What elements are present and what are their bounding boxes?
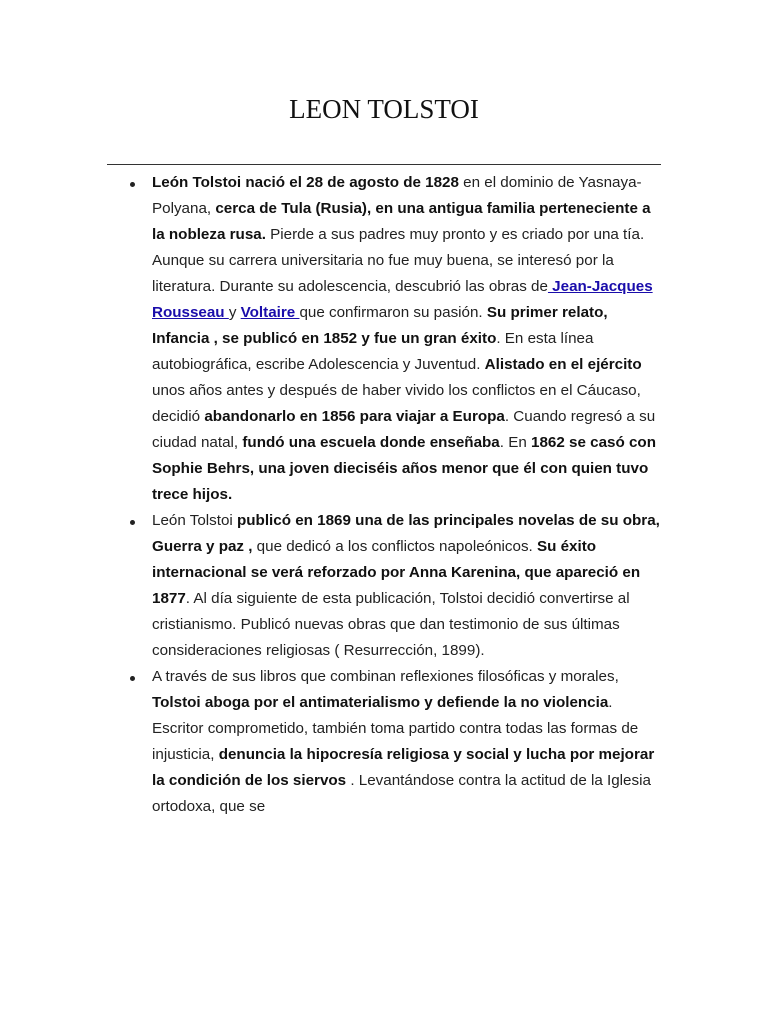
bold-text: 1862 se casó con Sophie Behrs, una joven dieciséis años menor que él con quien tuvo trece hijos. — [152, 434, 656, 503]
text: . Cuando regresó a su ciudad natal, — [152, 408, 656, 451]
list-item — [152, 170, 664, 508]
bold-text: Alistado en el ejército — [484, 356, 642, 373]
text: en el dominio de Yasnaya-Polyana, — [152, 174, 642, 217]
bullet-list — [152, 170, 664, 820]
bold-text: abandonarlo en 1856 para viajar a Europa — [204, 408, 505, 425]
text: Pierde a sus padres muy pronto y es criado por una tía. Aunque su carrera universitaria no fue muy buena, se interesó por la literatura. Durante su adolescencia, descubrió las obras de — [152, 226, 645, 295]
text: que dedicó a los conflictos napoleónicos. — [252, 538, 537, 555]
link[interactable]: Jean-Jacques Rousseau — [152, 278, 653, 321]
text: . En — [499, 434, 532, 451]
text: . Escritor comprometido, también toma partido contra todas las formas de injusticia, — [152, 694, 639, 763]
bold-text: fundó una escuela donde enseñaba — [242, 434, 500, 451]
text: y — [228, 304, 241, 321]
text: que confirmaron su pasión. — [299, 304, 487, 321]
text: León Tolstoi — [152, 512, 237, 529]
bold-text: denuncia la hipocresía religiosa y social y lucha por mejorar la condición de los siervos — [152, 746, 655, 789]
text: . En esta línea autobiográfica, escribe Adolescencia y Juventud. — [152, 330, 594, 373]
bold-text: cerca de Tula (Rusia), en una antigua familia perteneciente a la nobleza rusa. — [152, 200, 651, 243]
bold-text: León Tolstoi nació el 28 de agosto de 1828 — [152, 174, 459, 191]
divider — [107, 164, 661, 165]
text: . Al día siguiente de esta publicación, Tolstoi decidió convertirse al cristianismo. Publicó nuevas obras que dan testimonio de sus últimas consideraciones religiosas ( Resurrección, 1899). — [152, 590, 630, 659]
bold-text: Su éxito internacional se verá reforzado por Anna Karenina, que apareció en 1877 — [152, 538, 641, 607]
text: . Levantándose contra la actitud de la Iglesia ortodoxa, que se — [152, 772, 651, 815]
link[interactable]: Voltaire — [240, 304, 300, 321]
bold-text: publicó en 1869 una de las principales novelas de su obra, Guerra y paz , — [152, 512, 660, 555]
text: unos años antes y después de haber vivido los conflictos en el Cáucaso, decidió — [152, 382, 641, 425]
bold-text: Tolstoi aboga por el antimaterialismo y defiende la no violencia — [152, 694, 609, 711]
list-item — [152, 508, 664, 664]
page-title: LEON TOLSTOI — [289, 94, 479, 124]
text: A través de sus libros que combinan reflexiones filosóficas y morales, — [152, 668, 619, 685]
bold-text: Su primer relato, Infancia , se publicó en 1852 y fue un gran éxito — [152, 304, 608, 347]
list-item — [152, 664, 664, 820]
